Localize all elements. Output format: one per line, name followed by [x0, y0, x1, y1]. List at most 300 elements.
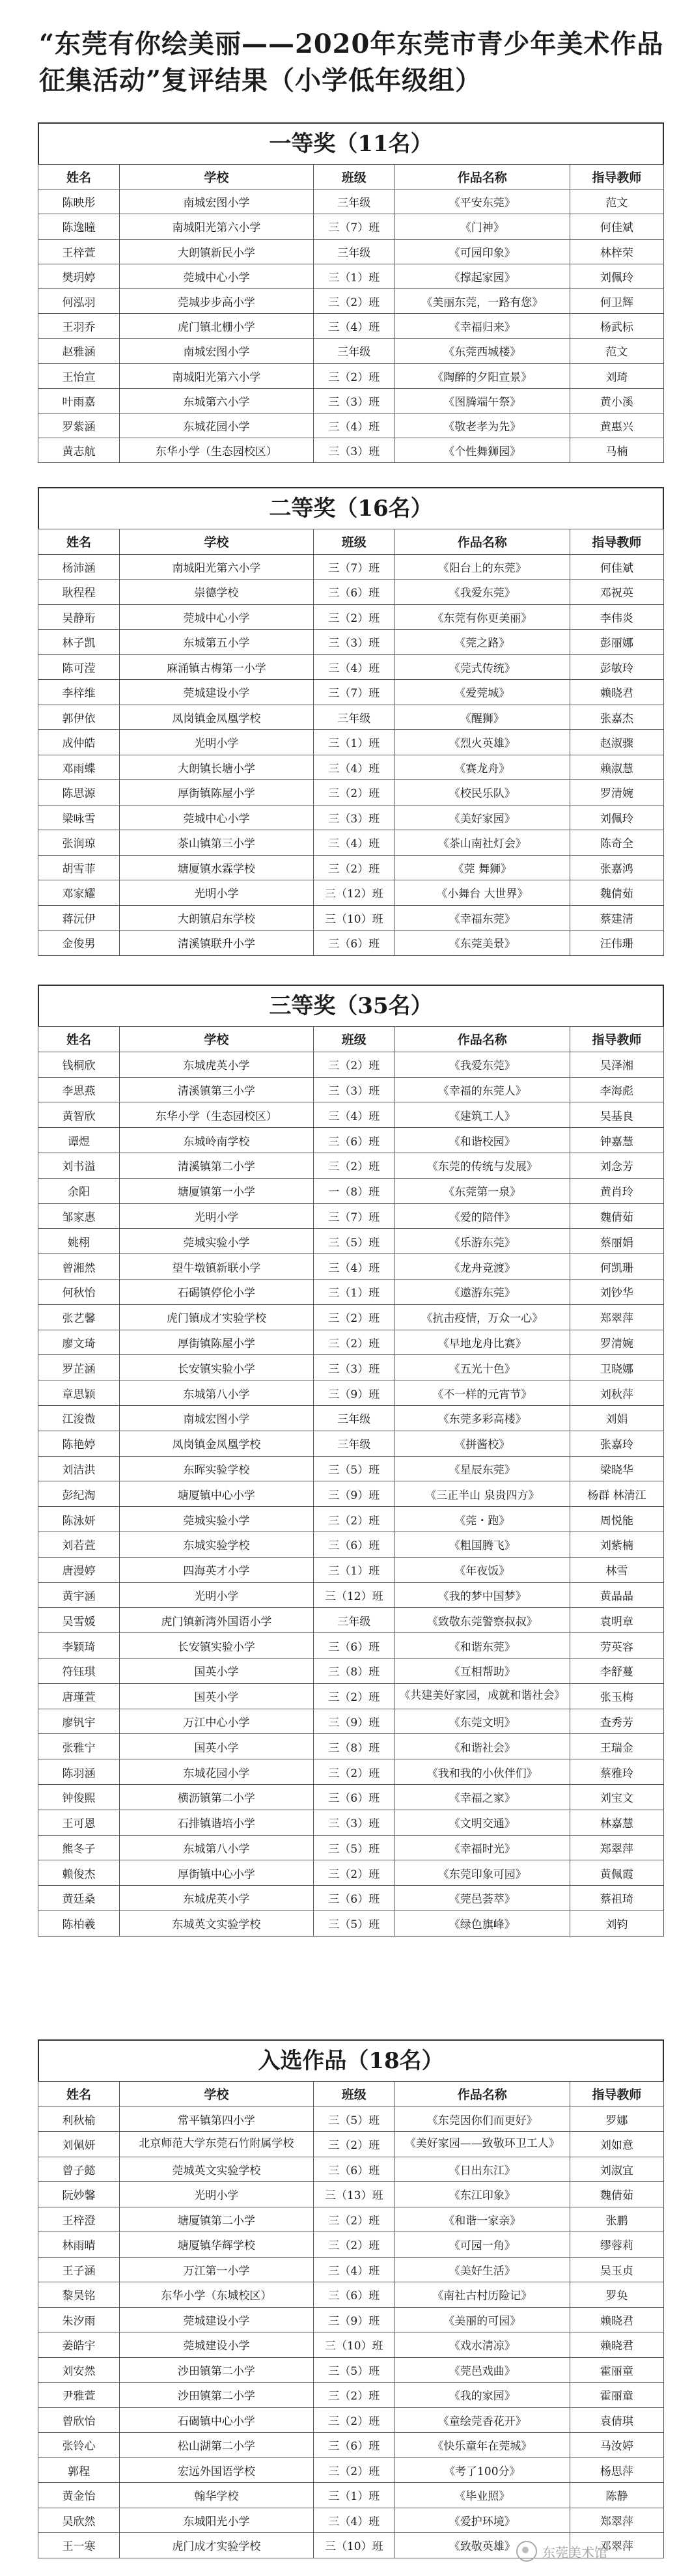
section-title: 一等奖（11名）	[38, 122, 664, 164]
cell-work-title: 《建筑工人》	[394, 1102, 570, 1128]
cell-work-title: 《幸福的东莞人》	[394, 1077, 570, 1102]
cell-work-title: 《我的梦中国梦》	[394, 1582, 570, 1608]
cell-class: 三（2）班	[313, 2232, 394, 2258]
cell-class: 三（6）班	[313, 2282, 394, 2308]
table-row	[38, 1784, 664, 1810]
cell-student-name: 熊冬子	[38, 1835, 120, 1860]
cell-class: 三（1）班	[313, 730, 394, 755]
cell-student-name: 王可恩	[38, 1810, 120, 1835]
cell-class: 三（5）班	[313, 1229, 394, 1254]
results-table	[38, 1026, 664, 1937]
cell-teacher: 马汝婷	[570, 2433, 663, 2458]
table-row	[38, 1128, 664, 1153]
cell-teacher: 袁倩琪	[570, 2407, 663, 2433]
cell-work-title: 《平安东莞》	[394, 189, 570, 214]
cell-school: 莞城中心小学	[119, 264, 313, 288]
cell-student-name: 陈柏羲	[38, 1911, 120, 1936]
cell-school: 光明小学	[119, 2182, 313, 2207]
cell-teacher: 蔡丽娟	[570, 1229, 663, 1254]
cell-work-title: 《绿色旗峰》	[394, 1911, 570, 1936]
table-row	[38, 1153, 664, 1178]
cell-teacher: 袁明章	[570, 1608, 663, 1633]
cell-class: 三（3）班	[313, 388, 394, 413]
cell-student-name: 郭程	[38, 2457, 120, 2483]
cell-class: 三（9）班	[313, 1481, 394, 1507]
cell-student-name: 陈逸瞳	[38, 214, 120, 239]
table-row	[38, 413, 664, 438]
section-title: 入选作品（18名）	[38, 2039, 664, 2081]
cell-work-title: 《撑起家园》	[394, 264, 570, 288]
cell-teacher: 杨群 林清江	[570, 1481, 663, 1507]
cell-school: 大朗镇启东学校	[119, 905, 313, 931]
cell-teacher: 刘紫楠	[570, 1532, 663, 1557]
header-teacher: 指导教师	[570, 529, 663, 555]
table-row	[38, 2107, 664, 2132]
cell-class: 三（2）班	[313, 780, 394, 805]
cell-student-name: 陈羽涵	[38, 1759, 120, 1785]
cell-teacher: 黄晶晶	[570, 1582, 663, 1608]
cell-student-name: 吴雪媛	[38, 1608, 120, 1633]
table-row	[38, 2357, 664, 2383]
cell-work-title: 《五光十色》	[394, 1355, 570, 1380]
cell-school: 莞城中心小学	[119, 604, 313, 630]
cell-school: 南城阳光第六小学	[119, 214, 313, 239]
results-table	[38, 164, 664, 463]
cell-teacher: 赖晓君	[570, 680, 663, 705]
header-class: 班级	[313, 529, 394, 555]
cell-school: 莞城建设小学	[119, 680, 313, 705]
cell-work-title: 《日出东江》	[394, 2157, 570, 2182]
cell-school: 虎门成才实验学校	[119, 2533, 313, 2558]
cell-class: 三（8）班	[313, 1658, 394, 1683]
cell-student-name: 黄志航	[38, 438, 120, 463]
cell-teacher: 霍丽童	[570, 2383, 663, 2408]
cell-teacher: 张鹏	[570, 2207, 663, 2232]
cell-student-name: 何秋怡	[38, 1279, 120, 1304]
cell-student-name: 胡雪菲	[38, 855, 120, 880]
cell-teacher: 罗奂	[570, 2282, 663, 2308]
cell-student-name: 阮妙馨	[38, 2182, 120, 2207]
cell-student-name: 王怡宣	[38, 363, 120, 388]
cell-class: 三年级	[313, 239, 394, 264]
cell-school: 南城阳光第六小学	[119, 363, 313, 388]
cell-class: 三（12）班	[313, 880, 394, 906]
cell-class: 三年级	[313, 1608, 394, 1633]
cell-teacher: 刘琦	[570, 363, 663, 388]
cell-work-title: 《和谐校园》	[394, 1128, 570, 1153]
table-row	[38, 2157, 664, 2182]
cell-class: 三年级	[313, 1405, 394, 1431]
cell-class: 三（3）班	[313, 1810, 394, 1835]
cell-school: 麻涌镇古梅第一小学	[119, 654, 313, 680]
cell-teacher: 李海彪	[570, 1077, 663, 1102]
table-row	[38, 1405, 664, 1431]
cell-work-title: 《南社古村历险记》	[394, 2282, 570, 2308]
cell-work-title: 《我和我的小伙伴们》	[394, 1759, 570, 1785]
cell-student-name: 何泓羽	[38, 288, 120, 313]
cell-school: 东华小学（生态园校区）	[119, 438, 313, 463]
cell-teacher: 林梓荣	[570, 239, 663, 264]
table-row	[38, 2383, 664, 2408]
cell-student-name: 刘洁洪	[38, 1456, 120, 1481]
table-row	[38, 1886, 664, 1911]
cell-work-title: 《不一样的元宵节》	[394, 1380, 570, 1406]
cell-class: 三（4）班	[313, 413, 394, 438]
page-title: “东莞有你绘美丽——2020年东莞市青少年美术作品征集活动”复评结果（小学低年级组）	[39, 29, 664, 96]
table-row	[38, 1355, 664, 1380]
table-row	[38, 705, 664, 730]
cell-class: 三年级	[313, 1431, 394, 1456]
cell-work-title: 《互相帮助》	[394, 1658, 570, 1683]
cell-school: 光明小学	[119, 880, 313, 906]
cell-student-name: 樊玥婷	[38, 264, 120, 288]
cell-school: 清溪镇第二小学	[119, 1153, 313, 1178]
table-row	[38, 1330, 664, 1355]
cell-school: 沙田镇第二小学	[119, 2357, 313, 2383]
cell-school: 大朗镇长塘小学	[119, 755, 313, 780]
cell-school: 东城岭南学校	[119, 1128, 313, 1153]
cell-work-title: 《毕业照》	[394, 2483, 570, 2508]
table-row	[38, 1759, 664, 1785]
cell-class: 三（3）班	[313, 1355, 394, 1380]
cell-work-title: 《东莞的传统与发展》	[394, 1153, 570, 1178]
cell-school: 厚街镇陈屋小学	[119, 1330, 313, 1355]
cell-class: 三（2）班	[313, 288, 394, 313]
cell-student-name: 邹家惠	[38, 1203, 120, 1229]
cell-class: 三（1）班	[313, 2483, 394, 2508]
cell-student-name: 曾湘然	[38, 1254, 120, 1280]
table-row	[38, 189, 664, 214]
cell-student-name: 陈艳婷	[38, 1431, 120, 1456]
cell-work-title: 《东莞文明》	[394, 1709, 570, 1734]
cell-teacher: 汪伟珊	[570, 931, 663, 956]
cell-student-name: 成仲皓	[38, 730, 120, 755]
cell-school: 东晖实验学校	[119, 1456, 313, 1481]
watermark-text: 东莞美术馆	[542, 2544, 607, 2560]
cell-teacher: 郑翠萍	[570, 2508, 663, 2533]
cell-student-name: 符钰琪	[38, 1658, 120, 1683]
cell-student-name: 吴欣然	[38, 2508, 120, 2533]
cell-work-title: 《我的家园》	[394, 2383, 570, 2408]
cell-school: 莞城步步高小学	[119, 288, 313, 313]
cell-class: 三（8）班	[313, 1734, 394, 1759]
cell-student-name: 王一寒	[38, 2533, 120, 2558]
cell-student-name: 王羽乔	[38, 314, 120, 339]
cell-teacher: 罗清婉	[570, 780, 663, 805]
table-row	[38, 1507, 664, 1532]
cell-class: 三年级	[313, 705, 394, 730]
cell-student-name: 张铃心	[38, 2433, 120, 2458]
header-school: 学校	[119, 2082, 313, 2107]
cell-school: 莞城建设小学	[119, 2332, 313, 2358]
cell-work-title: 《我爱东莞》	[394, 580, 570, 605]
cell-work-title: 《小舞台 大世界》	[394, 880, 570, 906]
cell-work-title: 《三正半山 泉贵四方》	[394, 1481, 570, 1507]
cell-school: 望牛墩镇新联小学	[119, 1254, 313, 1280]
table-row	[38, 214, 664, 239]
cell-work-title: 《莞邑戏曲》	[394, 2357, 570, 2383]
cell-teacher: 李伟炎	[570, 604, 663, 630]
cell-teacher: 何凯珊	[570, 1254, 663, 1280]
cell-work-title: 《东莞第一泉》	[394, 1178, 570, 1203]
cell-school: 常平镇第四小学	[119, 2107, 313, 2132]
cell-school: 莞城实验小学	[119, 1507, 313, 1532]
cell-teacher: 刘佩玲	[570, 805, 663, 830]
cell-work-title: 《爱莞城》	[394, 680, 570, 705]
header-work: 作品名称	[394, 165, 570, 189]
cell-work-title: 《莞 舞狮》	[394, 855, 570, 880]
table-row	[38, 1102, 664, 1128]
header-name: 姓名	[38, 165, 120, 189]
table-row	[38, 1709, 664, 1734]
cell-work-title: 《幸福之家》	[394, 1784, 570, 1810]
cell-school: 莞城中心小学	[119, 805, 313, 830]
cell-work-title: 《东莞印象可园》	[394, 1860, 570, 1886]
cell-work-title: 《文明交通》	[394, 1810, 570, 1835]
table-header-row	[38, 2082, 664, 2107]
cell-work-title: 《美丽东莞，一路有您》	[394, 288, 570, 313]
cell-teacher: 张嘉玲	[570, 1431, 663, 1456]
cell-work-title: 《美好家园》	[394, 805, 570, 830]
cell-work-title: 《共建美好家园，成就和谐社会》	[394, 1683, 570, 1709]
cell-school: 东华小学（东城校区）	[119, 2282, 313, 2308]
table-row	[38, 1229, 664, 1254]
cell-student-name: 王子涵	[38, 2257, 120, 2282]
cell-teacher: 赖晓君	[570, 2307, 663, 2332]
table-row	[38, 1608, 664, 1633]
cell-school: 莞城实验小学	[119, 1229, 313, 1254]
header-class: 班级	[313, 1027, 394, 1052]
cell-school: 厚街镇中心小学	[119, 1860, 313, 1886]
cell-student-name: 刘安然	[38, 2357, 120, 2383]
cell-teacher: 魏倩茹	[570, 1203, 663, 1229]
cell-class: 三（6）班	[313, 2433, 394, 2458]
cell-teacher: 范文	[570, 189, 663, 214]
cell-student-name: 张雅宁	[38, 1734, 120, 1759]
cell-teacher: 吴基良	[570, 1102, 663, 1128]
cell-work-title: 《幸福东莞》	[394, 905, 570, 931]
cell-teacher: 何佳斌	[570, 214, 663, 239]
cell-school: 虎门镇成才实验学校	[119, 1304, 313, 1330]
cell-student-name: 钱桐欣	[38, 1052, 120, 1077]
cell-student-name: 廖文琦	[38, 1330, 120, 1355]
table-row	[38, 680, 664, 705]
header-work: 作品名称	[394, 529, 570, 555]
cell-work-title: 《东莞西城楼》	[394, 339, 570, 363]
cell-work-title: 《东莞因你们而更好》	[394, 2107, 570, 2132]
cell-work-title: 《幸福归来》	[394, 314, 570, 339]
cell-teacher: 黄佩霞	[570, 1860, 663, 1886]
cell-student-name: 黄宇涵	[38, 1582, 120, 1608]
cell-student-name: 尹雅萱	[38, 2383, 120, 2408]
cell-work-title: 《美好生活》	[394, 2257, 570, 2282]
cell-work-title: 《考了100分》	[394, 2457, 570, 2483]
table-row	[38, 780, 664, 805]
header-teacher: 指导教师	[570, 165, 663, 189]
header-name: 姓名	[38, 2082, 120, 2107]
table-row	[38, 1633, 664, 1659]
cell-work-title: 《乐游东莞》	[394, 1229, 570, 1254]
cell-teacher: 郑翠萍	[570, 1304, 663, 1330]
table-row	[38, 604, 664, 630]
cell-work-title: 《快乐童年在莞城》	[394, 2433, 570, 2458]
watermark	[516, 2538, 666, 2564]
cell-class: 三（7）班	[313, 1203, 394, 1229]
table-row	[38, 2132, 664, 2157]
cell-work-title: 《图腾端午祭》	[394, 388, 570, 413]
cell-student-name: 谭煜	[38, 1128, 120, 1153]
table-row	[38, 905, 664, 931]
cell-teacher: 霍丽童	[570, 2357, 663, 2383]
cell-work-title: 《致敬东莞警察叔叔》	[394, 1608, 570, 1633]
cell-class: 一（8）班	[313, 1178, 394, 1203]
cell-class: 三（2）班	[313, 1683, 394, 1709]
cell-class: 三（5）班	[313, 1835, 394, 1860]
table-row	[38, 438, 664, 463]
header-school: 学校	[119, 1027, 313, 1052]
header-teacher: 指导教师	[570, 2082, 663, 2107]
cell-class: 三（10）班	[313, 905, 394, 931]
cell-class: 三（2）班	[313, 2132, 394, 2157]
table-row	[38, 264, 664, 288]
cell-work-title: 《和谐社会》	[394, 1734, 570, 1759]
table-row	[38, 1557, 664, 1582]
cell-student-name: 姚栩	[38, 1229, 120, 1254]
cell-student-name: 黄廷桑	[38, 1886, 120, 1911]
cell-work-title: 《莞・跑》	[394, 1507, 570, 1532]
cell-school: 厚街镇陈屋小学	[119, 780, 313, 805]
cell-work-title: 《个性舞狮园》	[394, 438, 570, 463]
cell-teacher: 刘钧	[570, 1911, 663, 1936]
cell-teacher: 邓翠萍	[570, 2533, 663, 2558]
cell-teacher: 何卫辉	[570, 288, 663, 313]
cell-teacher: 罗清婉	[570, 1330, 663, 1355]
cell-student-name: 利秋榆	[38, 2107, 120, 2132]
cell-teacher: 周悦能	[570, 1507, 663, 1532]
cell-teacher: 吴泽湘	[570, 1052, 663, 1077]
cell-class: 三（4）班	[313, 830, 394, 856]
cell-student-name: 黄金怡	[38, 2483, 120, 2508]
cell-teacher: 查秀芳	[570, 1709, 663, 1734]
cell-work-title: 《门神》	[394, 214, 570, 239]
cell-teacher: 马楠	[570, 438, 663, 463]
table-row	[38, 630, 664, 655]
cell-class: 三（6）班	[313, 931, 394, 956]
cell-school: 北京师范大学东莞石竹附属学校	[119, 2132, 313, 2157]
cell-teacher: 刘佩玲	[570, 264, 663, 288]
table-row	[38, 755, 664, 780]
cell-teacher: 缪蓉莉	[570, 2232, 663, 2258]
cell-teacher: 张嘉鸿	[570, 855, 663, 880]
cell-class: 三（9）班	[313, 1380, 394, 1406]
cell-student-name: 姜皓宇	[38, 2332, 120, 2358]
cell-work-title: 《东莞多彩高楼》	[394, 1405, 570, 1431]
table-row	[38, 2332, 664, 2358]
cell-work-title: 《龙舟竞渡》	[394, 1254, 570, 1280]
cell-teacher: 黄惠兴	[570, 413, 663, 438]
cell-work-title: 《阳台上的东莞》	[394, 554, 570, 580]
cell-work-title: 《陶醉的夕阳宣景》	[394, 363, 570, 388]
cell-school: 凤岗镇金凤凰学校	[119, 705, 313, 730]
table-row	[38, 2307, 664, 2332]
cell-class: 三（2）班	[313, 363, 394, 388]
table-row	[38, 1582, 664, 1608]
cell-student-name: 林子凯	[38, 630, 120, 655]
header-name: 姓名	[38, 1027, 120, 1052]
cell-school: 东城第八小学	[119, 1835, 313, 1860]
cell-school: 东城虎英小学	[119, 1886, 313, 1911]
cell-student-name: 曾子懿	[38, 2157, 120, 2182]
cell-school: 塘厦镇中心小学	[119, 1481, 313, 1507]
table-row	[38, 2457, 664, 2483]
cell-school: 崇德学校	[119, 580, 313, 605]
cell-work-title: 《抗击疫情，万众一心》	[394, 1304, 570, 1330]
cell-class: 三（3）班	[313, 630, 394, 655]
table-row	[38, 580, 664, 605]
cell-student-name: 赵雅涵	[38, 339, 120, 363]
cell-teacher: 蔡建清	[570, 905, 663, 931]
table-row	[38, 288, 664, 313]
cell-school: 东华小学（生态园校区）	[119, 1102, 313, 1128]
cell-class: 三（9）班	[313, 1709, 394, 1734]
table-row	[38, 2282, 664, 2308]
cell-work-title: 《幸福时光》	[394, 1835, 570, 1860]
table-row	[38, 363, 664, 388]
cell-school: 塘厦镇第一小学	[119, 1178, 313, 1203]
table-row	[38, 1052, 664, 1077]
cell-school: 沙田镇第二小学	[119, 2383, 313, 2408]
cell-teacher: 赖淑慧	[570, 755, 663, 780]
cell-student-name: 朱汐雨	[38, 2307, 120, 2332]
table-row	[38, 654, 664, 680]
cell-work-title: 《可园印象》	[394, 239, 570, 264]
cell-teacher: 黄小溪	[570, 388, 663, 413]
cell-school: 莞城英文实验学校	[119, 2157, 313, 2182]
cell-teacher: 彭丽娜	[570, 630, 663, 655]
header-name: 姓名	[38, 529, 120, 555]
cell-student-name: 杨沛涵	[38, 554, 120, 580]
table-row	[38, 239, 664, 264]
cell-class: 三（7）班	[313, 214, 394, 239]
table-header-row	[38, 1027, 664, 1052]
cell-teacher: 何佳斌	[570, 554, 663, 580]
cell-work-title: 《莞邑荟萃》	[394, 1886, 570, 1911]
cell-teacher: 陈静	[570, 2483, 663, 2508]
cell-student-name: 余阳	[38, 1178, 120, 1203]
table-header-row	[38, 529, 664, 555]
cell-school: 虎门镇北栅小学	[119, 314, 313, 339]
cell-teacher: 蔡祖琦	[570, 1886, 663, 1911]
cell-teacher: 林雪	[570, 1557, 663, 1582]
table-row	[38, 2508, 664, 2533]
cell-class: 三（1）班	[313, 264, 394, 288]
cell-work-title: 《茶山南社灯会》	[394, 830, 570, 856]
cell-student-name: 吴静珩	[38, 604, 120, 630]
table-row	[38, 1380, 664, 1406]
table-row	[38, 1254, 664, 1280]
cell-teacher: 郑翠萍	[570, 1835, 663, 1860]
header-class: 班级	[313, 165, 394, 189]
cell-school: 塘厦镇华辉学校	[119, 2232, 313, 2258]
cell-school: 南城宏图小学	[119, 339, 313, 363]
cell-class: 三（6）班	[313, 1784, 394, 1810]
cell-work-title: 《爱的陪伴》	[394, 1203, 570, 1229]
cell-student-name: 唐漫婷	[38, 1557, 120, 1582]
cell-teacher: 黄肖玲	[570, 1178, 663, 1203]
table-row	[38, 1203, 664, 1229]
table-row	[38, 1835, 664, 1860]
cell-student-name: 王梓萱	[38, 239, 120, 264]
